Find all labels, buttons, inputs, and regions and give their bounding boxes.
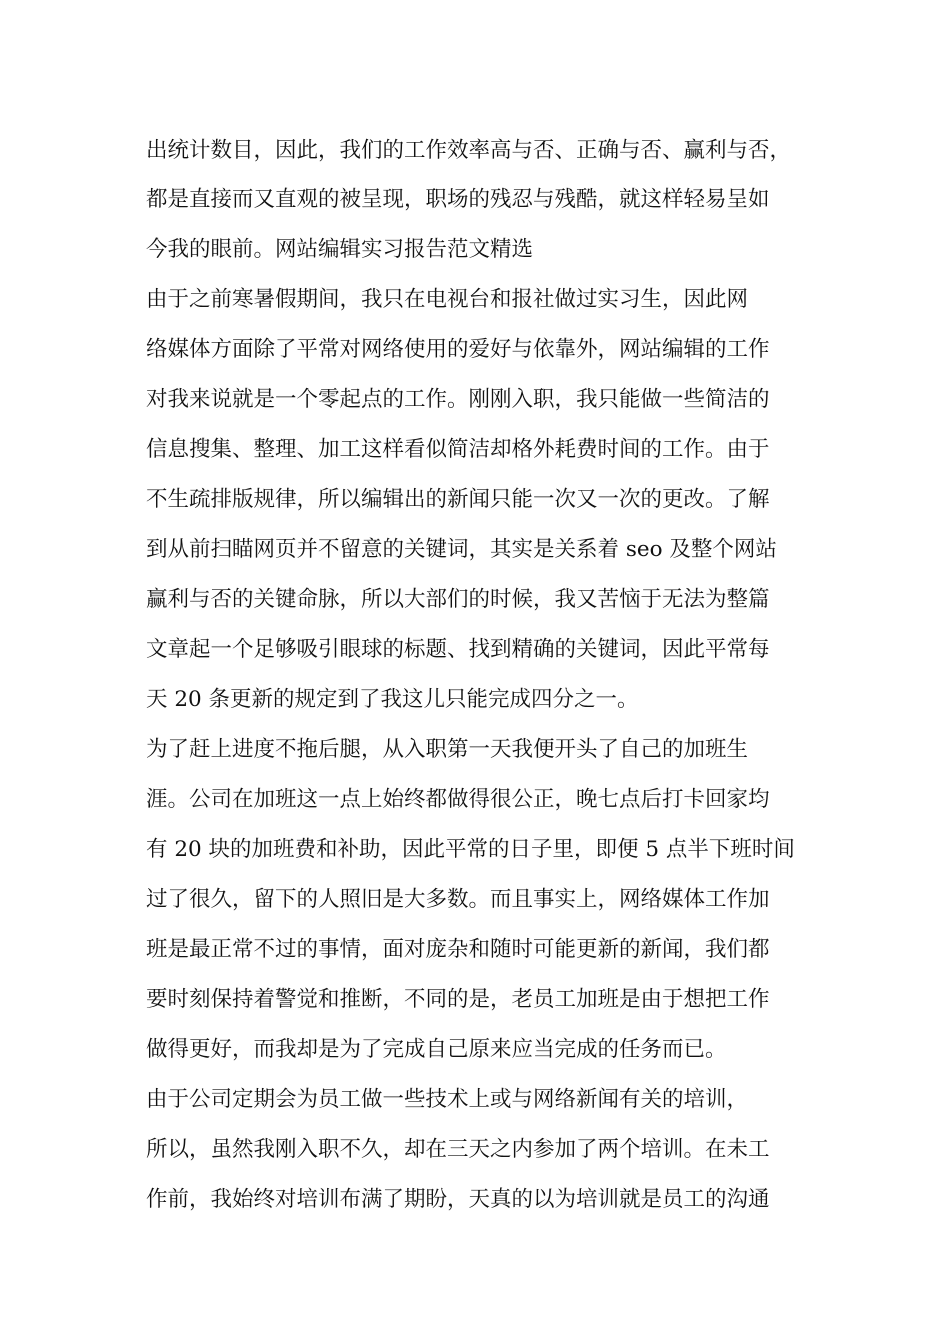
text-line: 过了很久，留下的人照旧是大多数。而且事实上，网络媒体工作加 — [146, 887, 770, 912]
text-line: 作前，我始终对培训布满了期盼，天真的以为培训就是员工的沟通 — [146, 1187, 770, 1212]
text-line: 为了赶上进度不拖后腿，从入职第一天我便开头了自己的加班生 — [146, 737, 749, 762]
text-line: 有 20 块的加班费和补助，因此平常的日子里，即便 5 点半下班时间 — [146, 837, 795, 862]
text-line: 做得更好，而我却是为了完成自己原来应当完成的任务而已。 — [146, 1037, 727, 1062]
text-line: 络媒体方面除了平常对网络使用的爱好与依靠外，网站编辑的工作 — [146, 337, 770, 362]
text-line: 都是直接而又直观的被呈现，职场的残忍与残酷，就这样轻易呈如 — [146, 187, 770, 212]
text-line: 赢利与否的关键命脉，所以大部们的时候，我又苦恼于无法为整篇 — [146, 587, 770, 612]
text-line: 出统计数目，因此，我们的工作效率高与否、正确与否、赢利与否， — [146, 138, 792, 163]
text-line: 天 20 条更新的规定到了我这儿只能完成四分之一。 — [146, 687, 639, 712]
text-line: 由于公司定期会为员工做一些技术上或与网络新闻有关的培训， — [146, 1087, 749, 1112]
text-line: 文章起一个足够吸引眼球的标题、找到精确的关键词，因此平常每 — [146, 637, 770, 662]
text-line: 不生疏排版规律，所以编辑出的新闻只能一次又一次的更改。了解 — [146, 487, 770, 512]
text-line: 涯。公司在加班这一点上始终都做得很公正，晚七点后打卡回家均 — [146, 787, 770, 812]
text-line: 到从前扫瞄网页并不留意的关键词，其实是关系着 seo 及整个网站 — [146, 537, 777, 562]
text-line: 今我的眼前。网站编辑实习报告范文精选 — [146, 237, 534, 262]
text-line: 要时刻保持着警觉和推断，不同的是，老员工加班是由于想把工作 — [146, 987, 770, 1012]
text-line: 所以，虽然我刚入职不久，却在三天之内参加了两个培训。在未工 — [146, 1137, 770, 1162]
text-line: 班是最正常不过的事情，面对庞杂和随时可能更新的新闻，我们都 — [146, 937, 770, 962]
text-line: 对我来说就是一个零起点的工作。刚刚入职，我只能做一些简洁的 — [146, 387, 770, 412]
text-line: 信息搜集、整理、加工这样看似简洁却格外耗费时间的工作。由于 — [146, 437, 770, 462]
text-line: 由于之前寒暑假期间，我只在电视台和报社做过实习生，因此网 — [146, 287, 749, 312]
